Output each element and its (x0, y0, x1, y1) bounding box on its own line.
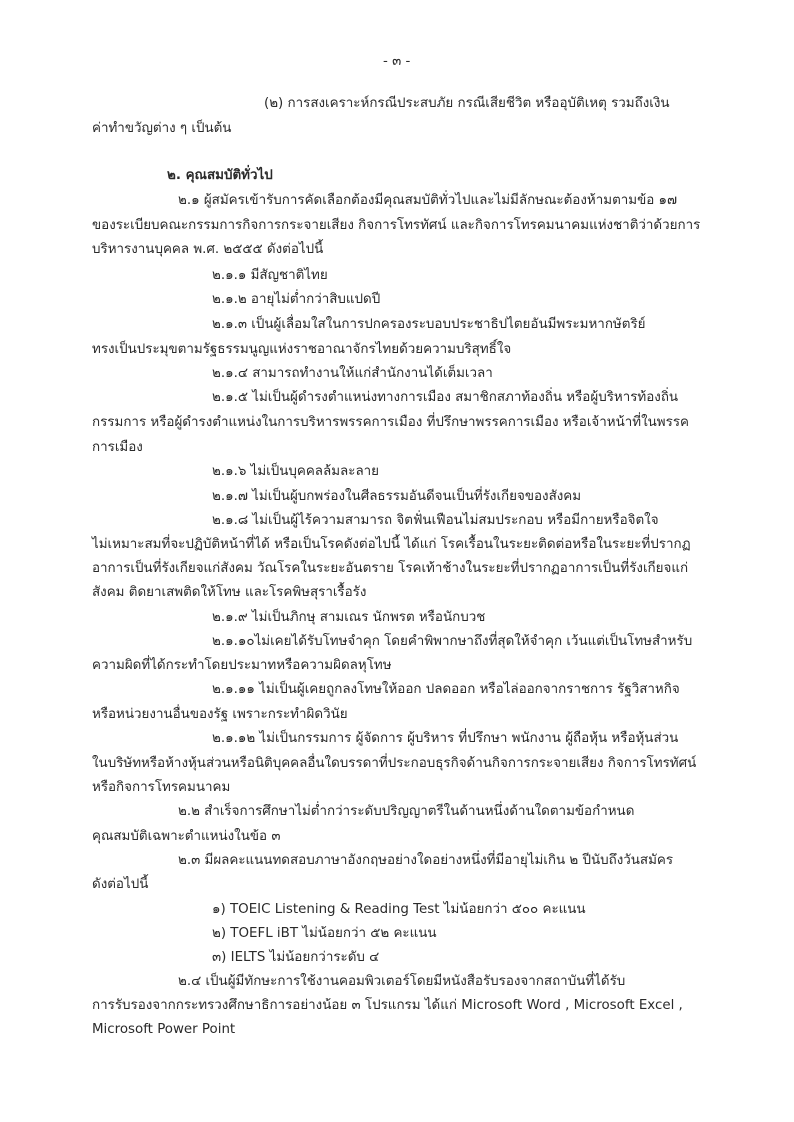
s24-line-2: การรับรองจากกระทรวงศึกษาธิการอย่างน้อย ๓ โปรแกรม ได้แก่ Microsoft Word , Microsoft Excel , (92, 998, 683, 1013)
item-2-1-12-line-1: ๒.๑.๑๒ ไม่เป็นกรรมการ ผู้จัดการ ผู้บริหาร ที่ปรึกษา พนักงาน ผู้ถือหุ้น หรือหุ้นส่วน (212, 731, 679, 746)
item-2-1-6: ๒.๑.๖ ไม่เป็นบุคคลล้มละลาย (212, 464, 380, 479)
item-2-1-7: ๒.๑.๗ ไม่เป็นผู้บกพร่องในศีลธรรมอันดีจนเป็นที่รังเกียจของสังคม (212, 489, 582, 504)
s21-line-3: บริหารงานบุคคล พ.ศ. ๒๕๕๕ ดังต่อไปนี้ (92, 242, 324, 257)
item-2-1-5-line-1: ๒.๑.๕ ไม่เป็นผู้ดำรงตำแหน่งทางการเมือง สมาชิกสภาท้องถิ่น หรือผู้บริหารท้องถิ่น (212, 390, 679, 405)
item-2-1-10-line-2: ความผิดที่ได้กระทำโดยประมาทหรือความผิดลหุโทษ (92, 658, 392, 673)
item-2-1-4: ๒.๑.๔ สามารถทำงานให้แก่สำนักงานได้เต็มเวลา (212, 366, 493, 381)
item-2-1-8-line-4: สังคม ติดยาเสพติดให้โทษ และโรคพิษสุราเรื้อรัง (92, 585, 367, 600)
page-number: - ๓ - (383, 54, 411, 69)
item-2-1-5-line-3: การเมือง (92, 440, 143, 455)
item-2-1-3-line-1: ๒.๑.๓ เป็นผู้เลื่อมใสในการปกครองระบอบประชาธิปไตยอันมีพระมหากษัตริย์ (212, 317, 646, 332)
item-2-1-10-line-1: ๒.๑.๑๐ไม่เคยได้รับโทษจำคุก โดยคำพิพากษาถึงที่สุดให้จำคุก เว้นแต่เป็นโทษสำหรับ (212, 634, 693, 649)
item-2-1-2: ๒.๑.๒ อายุไม่ต่ำกว่าสิบแปดปี (212, 292, 381, 307)
s22-line-1: ๒.๒ สำเร็จการศึกษาไม่ต่ำกว่าระดับปริญญาตรีในด้านหนึ่งด้านใดตามข้อกำหนด (178, 804, 635, 819)
s24-line-1: ๒.๔ เป็นผู้มีทักษะการใช้งานคอมพิวเตอร์โดยมีหนังสือรับรองจากสถาบันที่ได้รับ (178, 974, 626, 989)
item-2-1-8-line-1: ๒.๑.๘ ไม่เป็นผู้ไร้ความสามารถ จิตฟั่นเฟือนไม่สมประกอบ หรือมีกายหรือจิตใจ (212, 513, 659, 528)
s22-line-2: คุณสมบัติเฉพาะตำแหน่งในข้อ ๓ (92, 829, 281, 844)
test-item: ๑) TOEIC Listening & Reading Test ไม่น้อยกว่า ๕๐๐ คะแนน (212, 902, 586, 917)
item-2-1-12-line-3: หรือกิจการโทรคมนาคม (92, 780, 231, 795)
s21-line-1: ๒.๑ ผู้สมัครเข้ารับการคัดเลือกต้องมีคุณสมบัติทั่วไปและไม่มีลักษณะต้องห้ามตามข้อ ๑๗ (178, 193, 678, 208)
item-2-1-9: ๒.๑.๙ ไม่เป็นภิกษุ สามเณร นักพรต หรือนักบวช (212, 610, 486, 625)
item-2-1-11-line-2: หรือหน่วยงานอื่นของรัฐ เพราะกระทำผิดวินัย (92, 707, 348, 722)
item-2-1-1: ๒.๑.๑ มีสัญชาติไทย (212, 268, 328, 283)
section-2-heading: ๒. คุณสมบัติทั่วไป (167, 168, 273, 183)
s23-line-2: ดังต่อไปนี้ (92, 877, 149, 892)
item-2-1-11-line-1: ๒.๑.๑๑ ไม่เป็นผู้เคยถูกลงโทษให้ออก ปลดออก หรือไล่ออกจากราชการ รัฐวิสาหกิจ (212, 682, 680, 697)
intro-line-2: ค่าทำขวัญต่าง ๆ เป็นต้น (92, 121, 232, 136)
test-item: ๒) TOEFL iBT ไม่น้อยกว่า ๕๒ คะแนน (212, 926, 437, 941)
item-2-1-8-line-3: อาการเป็นที่รังเกียจแก่สังคม วัณโรคในระยะอันตราย โรคเท้าช้างในระยะที่ปรากฏอาการเป็นที่รังเกียจแก่ (92, 561, 689, 576)
item-2-1-12-line-2: ในบริษัทหรือห้างหุ้นส่วนหรือนิติบุคคลอื่นใดบรรดาที่ประกอบธุรกิจด้านกิจการกระจายเสียง กิจการโทรทัศน์ (92, 756, 697, 771)
s24-line-3: Microsoft Power Point (92, 1022, 236, 1037)
item-2-1-8-line-2: ไม่เหมาะสมที่จะปฏิบัติหน้าที่ได้ หรือเป็นโรคดังต่อไปนี้ ได้แก่ โรคเรื้อนในระยะติดต่อหรือในระยะที่ปรากฏ (92, 537, 691, 552)
item-2-1-5-line-2: กรรมการ หรือผู้ดำรงตำแหน่งในการบริหารพรรคการเมือง ที่ปรึกษาพรรคการเมือง หรือเจ้าหน้าที่ในพรรค (92, 415, 689, 430)
item-2-1-3-line-2: ทรงเป็นประมุขตามรัฐธรรมนูญแห่งราชอาณาจักรไทยด้วยความบริสุทธิ์ใจ (92, 342, 512, 357)
s21-line-2: ของระเบียบคณะกรรมการกิจการกระจายเสียง กิจการโทรทัศน์ และกิจการโทรคมนาคมแห่งชาติว่าด้วยการ (92, 218, 701, 233)
s23-line-1: ๒.๓ มีผลคะแนนทดสอบภาษาอังกฤษอย่างใดอย่างหนึ่งที่มีอายุไม่เกิน ๒ ปีนับถึงวันสมัคร (178, 853, 674, 868)
test-item: ๓) IELTS ไม่น้อยกว่าระดับ ๔ (212, 950, 380, 965)
intro-line-1: (๒) การสงเคราะห์กรณีประสบภัย กรณีเสียชีวิต หรืออุบัติเหตุ รวมถึงเงิน (264, 96, 670, 111)
